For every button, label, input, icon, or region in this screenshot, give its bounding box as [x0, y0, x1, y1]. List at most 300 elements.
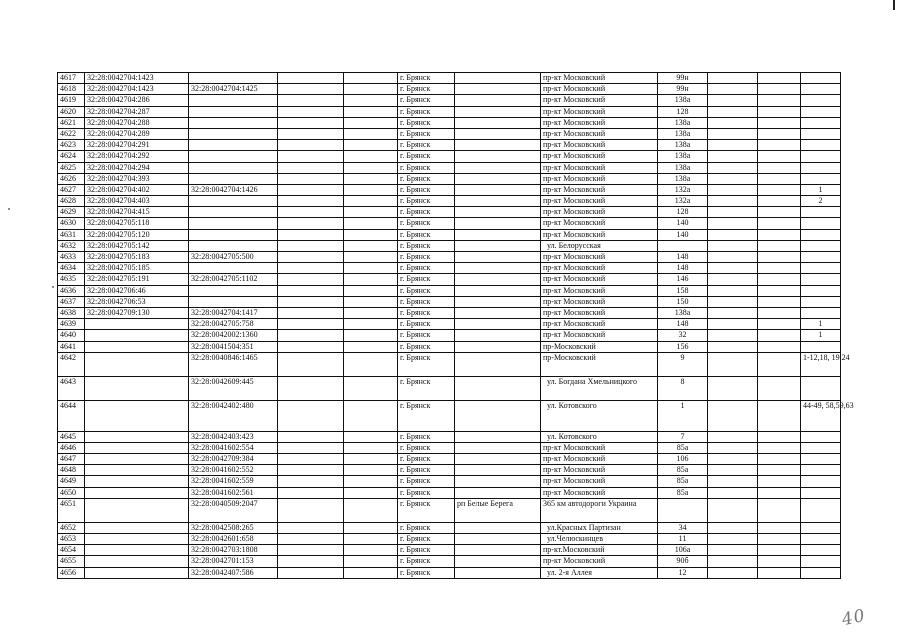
cadastral-number: 32:28:0042706:46: [85, 285, 189, 296]
cadastral-number: [85, 431, 189, 442]
empty-cell: [708, 341, 758, 352]
table-row: [58, 162, 841, 173]
table-row: [58, 84, 841, 95]
table-row: [58, 465, 841, 476]
cadastral-number-2: [189, 128, 278, 139]
table-row: [58, 545, 841, 556]
row-number: 4636: [58, 285, 85, 296]
cadastral-number-2: [189, 151, 278, 162]
row-number: 4632: [58, 240, 85, 251]
empty-cell: [708, 498, 758, 522]
street-cell: пр-кт Московский: [541, 173, 658, 184]
cadastral-number-2: 32:28:0041602:554: [189, 442, 278, 453]
locality-cell: [455, 341, 541, 352]
empty-cell: [278, 117, 344, 128]
house-cell: 1: [658, 400, 708, 431]
empty-cell: [278, 522, 344, 533]
cadastral-number-2: 32:28:0041602:561: [189, 487, 278, 498]
empty-cell: [344, 240, 398, 251]
empty-cell: [758, 162, 801, 173]
cadastral-number-2: 32:28:0042703:1808: [189, 545, 278, 556]
locality-cell: [455, 84, 541, 95]
apartments-cell: [801, 274, 841, 285]
empty-cell: [278, 252, 344, 263]
table-row: [58, 151, 841, 162]
empty-cell: [278, 106, 344, 117]
street-cell: пр-кт Московский: [541, 454, 658, 465]
empty-cell: [344, 73, 398, 84]
apartments-cell: [801, 376, 841, 400]
row-number: 4621: [58, 117, 85, 128]
empty-cell: [758, 487, 801, 498]
empty-cell: [278, 431, 344, 442]
empty-cell: [708, 73, 758, 84]
house-cell: 138а: [658, 307, 708, 318]
row-number: 4635: [58, 274, 85, 285]
house-cell: 128: [658, 106, 708, 117]
cadastral-number-2: [189, 73, 278, 84]
empty-cell: [758, 567, 801, 578]
empty-cell: [344, 567, 398, 578]
city-cell: г. Брянск: [398, 196, 455, 207]
cadastral-number: 32:28:0042704:294: [85, 162, 189, 173]
empty-cell: [278, 128, 344, 139]
row-number: 4643: [58, 376, 85, 400]
cadastral-number-2: [189, 207, 278, 218]
locality-cell: [455, 106, 541, 117]
empty-cell: [344, 465, 398, 476]
empty-cell: [278, 162, 344, 173]
empty-cell: [758, 545, 801, 556]
empty-cell: [344, 296, 398, 307]
cadastral-number: [85, 545, 189, 556]
apartments-cell: [801, 556, 841, 567]
street-cell: пр-кт Московский: [541, 196, 658, 207]
street-cell: ул. 2-я Аллея: [541, 567, 658, 578]
locality-cell: [455, 522, 541, 533]
apartments-cell: [801, 73, 841, 84]
empty-cell: [344, 252, 398, 263]
cadastral-number: [85, 567, 189, 578]
city-cell: г. Брянск: [398, 285, 455, 296]
locality-cell: [455, 487, 541, 498]
empty-cell: [708, 117, 758, 128]
street-cell: пр-кт Московский: [541, 229, 658, 240]
apartments-cell: [801, 151, 841, 162]
cadastral-number-2: 32:28:0042705:758: [189, 319, 278, 330]
house-cell: 158: [658, 285, 708, 296]
empty-cell: [758, 263, 801, 274]
row-number: 4622: [58, 128, 85, 139]
street-cell: пр-кт Московский: [541, 465, 658, 476]
empty-cell: [278, 556, 344, 567]
city-cell: г. Брянск: [398, 140, 455, 151]
empty-cell: [278, 229, 344, 240]
row-number: 4619: [58, 95, 85, 106]
apartments-cell: [801, 252, 841, 263]
empty-cell: [708, 522, 758, 533]
row-number: 4634: [58, 263, 85, 274]
table-row: [58, 240, 841, 251]
empty-cell: [278, 263, 344, 274]
empty-cell: [758, 95, 801, 106]
empty-cell: [278, 567, 344, 578]
apartments-cell: 2: [801, 196, 841, 207]
street-cell: пр-кт Московский: [541, 140, 658, 151]
empty-cell: [278, 240, 344, 251]
empty-cell: [344, 319, 398, 330]
city-cell: г. Брянск: [398, 151, 455, 162]
apartments-cell: [801, 465, 841, 476]
cadastral-number: 32:28:0042705:118: [85, 218, 189, 229]
locality-cell: [455, 229, 541, 240]
cadastral-number-2: 32:28:0042407:586: [189, 567, 278, 578]
table-row: [58, 73, 841, 84]
cadastral-number: 32:28:0042704:287: [85, 106, 189, 117]
row-number: 4626: [58, 173, 85, 184]
row-number: 4645: [58, 431, 85, 442]
row-number: 4617: [58, 73, 85, 84]
empty-cell: [278, 534, 344, 545]
table-row: [58, 319, 841, 330]
city-cell: г. Брянск: [398, 162, 455, 173]
empty-cell: [708, 307, 758, 318]
house-cell: 12: [658, 567, 708, 578]
apartments-cell: [801, 106, 841, 117]
apartments-cell: [801, 442, 841, 453]
cadastral-number: 32:28:0042704:1423: [85, 73, 189, 84]
empty-cell: [278, 352, 344, 376]
street-cell: пр-кт Московский: [541, 442, 658, 453]
empty-cell: [758, 319, 801, 330]
cadastral-number-2: [189, 117, 278, 128]
cadastral-number-2: [189, 196, 278, 207]
locality-cell: [455, 376, 541, 400]
empty-cell: [708, 476, 758, 487]
apartments-cell: [801, 454, 841, 465]
cadastral-number-2: 32:28:0042002:1360: [189, 330, 278, 341]
street-cell: пр-кт Московский: [541, 274, 658, 285]
locality-cell: [455, 400, 541, 431]
empty-cell: [278, 465, 344, 476]
street-cell: ул. Котовского: [541, 431, 658, 442]
city-cell: г. Брянск: [398, 274, 455, 285]
table-row: [58, 522, 841, 533]
empty-cell: [344, 522, 398, 533]
cadastral-number: [85, 319, 189, 330]
locality-cell: [455, 567, 541, 578]
empty-cell: [344, 263, 398, 274]
row-number: 4641: [58, 341, 85, 352]
locality-cell: [455, 545, 541, 556]
apartments-cell: [801, 240, 841, 251]
cadastral-number-2: [189, 263, 278, 274]
apartments-cell: [801, 498, 841, 522]
house-cell: 7: [658, 431, 708, 442]
street-cell: ул.Челюскинцев: [541, 534, 658, 545]
apartments-cell: [801, 476, 841, 487]
house-cell: 8: [658, 376, 708, 400]
cadastral-number: [85, 498, 189, 522]
empty-cell: [278, 285, 344, 296]
empty-cell: [278, 296, 344, 307]
empty-cell: [758, 376, 801, 400]
cadastral-number: 32:28:0042706:53: [85, 296, 189, 307]
empty-cell: [708, 196, 758, 207]
empty-cell: [278, 184, 344, 195]
house-cell: 132а: [658, 196, 708, 207]
street-cell: пр-кт Московский: [541, 252, 658, 263]
row-number: 4638: [58, 307, 85, 318]
cadastral-number: [85, 465, 189, 476]
empty-cell: [758, 140, 801, 151]
house-cell: 99н: [658, 73, 708, 84]
table-row: [58, 476, 841, 487]
row-number: 4647: [58, 454, 85, 465]
cadastral-number-2: [189, 106, 278, 117]
house-cell: 140: [658, 229, 708, 240]
street-cell: пр-кт Московский: [541, 151, 658, 162]
table-row: [58, 140, 841, 151]
street-cell: пр-кт Московский: [541, 117, 658, 128]
city-cell: г. Брянск: [398, 442, 455, 453]
cadastral-number-2: 32:28:0042601:658: [189, 534, 278, 545]
locality-cell: [455, 173, 541, 184]
street-cell: пр-кт Московский: [541, 73, 658, 84]
cadastral-number-2: 32:28:0042704:1425: [189, 84, 278, 95]
apartments-cell: 1: [801, 330, 841, 341]
locality-cell: [455, 307, 541, 318]
city-cell: г. Брянск: [398, 117, 455, 128]
table-row: [58, 400, 841, 431]
empty-cell: [344, 376, 398, 400]
city-cell: г. Брянск: [398, 240, 455, 251]
empty-cell: [344, 534, 398, 545]
table-row: [58, 184, 841, 195]
empty-cell: [344, 454, 398, 465]
table-row: [58, 229, 841, 240]
empty-cell: [708, 487, 758, 498]
city-cell: г. Брянск: [398, 556, 455, 567]
house-cell: 85а: [658, 476, 708, 487]
house-cell: 128: [658, 207, 708, 218]
table-row: [58, 330, 841, 341]
city-cell: г. Брянск: [398, 341, 455, 352]
apartments-cell: 1: [801, 184, 841, 195]
empty-cell: [758, 196, 801, 207]
cadastral-number: [85, 341, 189, 352]
cadastral-number-2: 32:28:0042402:480: [189, 400, 278, 431]
house-cell: 140: [658, 218, 708, 229]
empty-cell: [344, 140, 398, 151]
street-cell: пр-кт Московский: [541, 330, 658, 341]
table-row: [58, 307, 841, 318]
row-number: 4655: [58, 556, 85, 567]
city-cell: г. Брянск: [398, 252, 455, 263]
locality-cell: [455, 240, 541, 251]
row-number: 4640: [58, 330, 85, 341]
locality-cell: [455, 252, 541, 263]
locality-cell: [455, 128, 541, 139]
cadastral-number: 32:28:0042704:402: [85, 184, 189, 195]
apartments-cell: [801, 207, 841, 218]
cadastral-number-2: 32:28:0041602:559: [189, 476, 278, 487]
locality-cell: [455, 465, 541, 476]
table-row: [58, 556, 841, 567]
apartments-cell: 1-12,18, 19,24: [801, 352, 841, 376]
city-cell: г. Брянск: [398, 534, 455, 545]
empty-cell: [708, 465, 758, 476]
margin-mark: [893, 0, 895, 10]
empty-cell: [708, 252, 758, 263]
city-cell: г. Брянск: [398, 184, 455, 195]
cadastral-number: [85, 476, 189, 487]
city-cell: г. Брянск: [398, 431, 455, 442]
house-cell: 85а: [658, 442, 708, 453]
table-row: [58, 106, 841, 117]
house-cell: 34: [658, 522, 708, 533]
house-cell: 11: [658, 534, 708, 545]
empty-cell: [708, 330, 758, 341]
apartments-cell: [801, 117, 841, 128]
row-number: 4628: [58, 196, 85, 207]
cadastral-number-2: 32:28:0040846:1465: [189, 352, 278, 376]
house-cell: 106: [658, 454, 708, 465]
apartments-cell: 44-49, 58,59,63: [801, 400, 841, 431]
empty-cell: [758, 128, 801, 139]
empty-cell: [344, 229, 398, 240]
city-cell: г. Брянск: [398, 128, 455, 139]
empty-cell: [344, 274, 398, 285]
cadastral-number-2: [189, 240, 278, 251]
empty-cell: [708, 556, 758, 567]
house-cell: [658, 240, 708, 251]
locality-cell: [455, 207, 541, 218]
street-cell: пр-кт Московский: [541, 106, 658, 117]
cadastral-number-2: [189, 296, 278, 307]
cadastral-number-2: 32:28:0042705:1102: [189, 274, 278, 285]
cadastral-number: 32:28:0042704:403: [85, 196, 189, 207]
empty-cell: [708, 400, 758, 431]
house-cell: 148: [658, 263, 708, 274]
empty-cell: [708, 106, 758, 117]
empty-cell: [758, 522, 801, 533]
empty-cell: [708, 263, 758, 274]
row-number: 4627: [58, 184, 85, 195]
empty-cell: [344, 128, 398, 139]
empty-cell: [278, 319, 344, 330]
house-cell: 146: [658, 274, 708, 285]
street-cell: пр-кт Московский: [541, 128, 658, 139]
cadastral-number-2: 32:28:0042609:445: [189, 376, 278, 400]
cadastral-number: [85, 454, 189, 465]
house-cell: 138а: [658, 162, 708, 173]
table-row: [58, 498, 841, 522]
row-number: 4642: [58, 352, 85, 376]
cadastral-number: 32:28:0042709:130: [85, 307, 189, 318]
locality-cell: [455, 162, 541, 173]
locality-cell: [455, 534, 541, 545]
table-row: [58, 207, 841, 218]
cadastral-number: [85, 556, 189, 567]
empty-cell: [758, 442, 801, 453]
empty-cell: [278, 151, 344, 162]
cadastral-number-2: [189, 162, 278, 173]
house-cell: 138а: [658, 95, 708, 106]
locality-cell: [455, 442, 541, 453]
empty-cell: [344, 545, 398, 556]
row-number: 4629: [58, 207, 85, 218]
empty-cell: [758, 476, 801, 487]
locality-cell: [455, 285, 541, 296]
scan-speck: [8, 208, 10, 210]
city-cell: г. Брянск: [398, 545, 455, 556]
cadastral-number: [85, 400, 189, 431]
empty-cell: [758, 285, 801, 296]
locality-cell: [455, 476, 541, 487]
empty-cell: [758, 274, 801, 285]
table-row: [58, 567, 841, 578]
cadastral-number-2: 32:28:0041504:351: [189, 341, 278, 352]
empty-cell: [708, 352, 758, 376]
cadastral-number: 32:28:0042704:289: [85, 128, 189, 139]
house-cell: 99н: [658, 84, 708, 95]
empty-cell: [708, 95, 758, 106]
empty-cell: [278, 140, 344, 151]
empty-cell: [758, 341, 801, 352]
street-cell: ул. Белорусская: [541, 240, 658, 251]
apartments-cell: [801, 84, 841, 95]
empty-cell: [278, 307, 344, 318]
empty-cell: [344, 498, 398, 522]
row-number: 4633: [58, 252, 85, 263]
table-row: [58, 487, 841, 498]
empty-cell: [758, 218, 801, 229]
house-cell: 156: [658, 341, 708, 352]
empty-cell: [708, 151, 758, 162]
scan-speck: [52, 286, 54, 288]
city-cell: г. Брянск: [398, 95, 455, 106]
empty-cell: [708, 274, 758, 285]
apartments-cell: [801, 218, 841, 229]
table-row: [58, 352, 841, 376]
locality-cell: [455, 117, 541, 128]
cadastral-number: 32:28:0042705:142: [85, 240, 189, 251]
empty-cell: [278, 341, 344, 352]
empty-cell: [758, 184, 801, 195]
city-cell: г. Брянск: [398, 307, 455, 318]
house-cell: 148: [658, 319, 708, 330]
table-row: [58, 128, 841, 139]
cadastral-number-2: 32:28:0042709:384: [189, 454, 278, 465]
apartments-cell: [801, 522, 841, 533]
empty-cell: [758, 117, 801, 128]
empty-cell: [344, 196, 398, 207]
street-cell: пр-кт Московский: [541, 95, 658, 106]
street-cell: пр-кт Московский: [541, 487, 658, 498]
street-cell: пр-кт Московский: [541, 84, 658, 95]
street-cell: пр-кт Московский: [541, 218, 658, 229]
house-cell: 85а: [658, 465, 708, 476]
empty-cell: [344, 307, 398, 318]
city-cell: г. Брянск: [398, 173, 455, 184]
empty-cell: [344, 487, 398, 498]
house-cell: 148: [658, 252, 708, 263]
street-cell: пр-кт Московский: [541, 285, 658, 296]
empty-cell: [708, 162, 758, 173]
city-cell: г. Брянск: [398, 263, 455, 274]
house-cell: 138а: [658, 173, 708, 184]
